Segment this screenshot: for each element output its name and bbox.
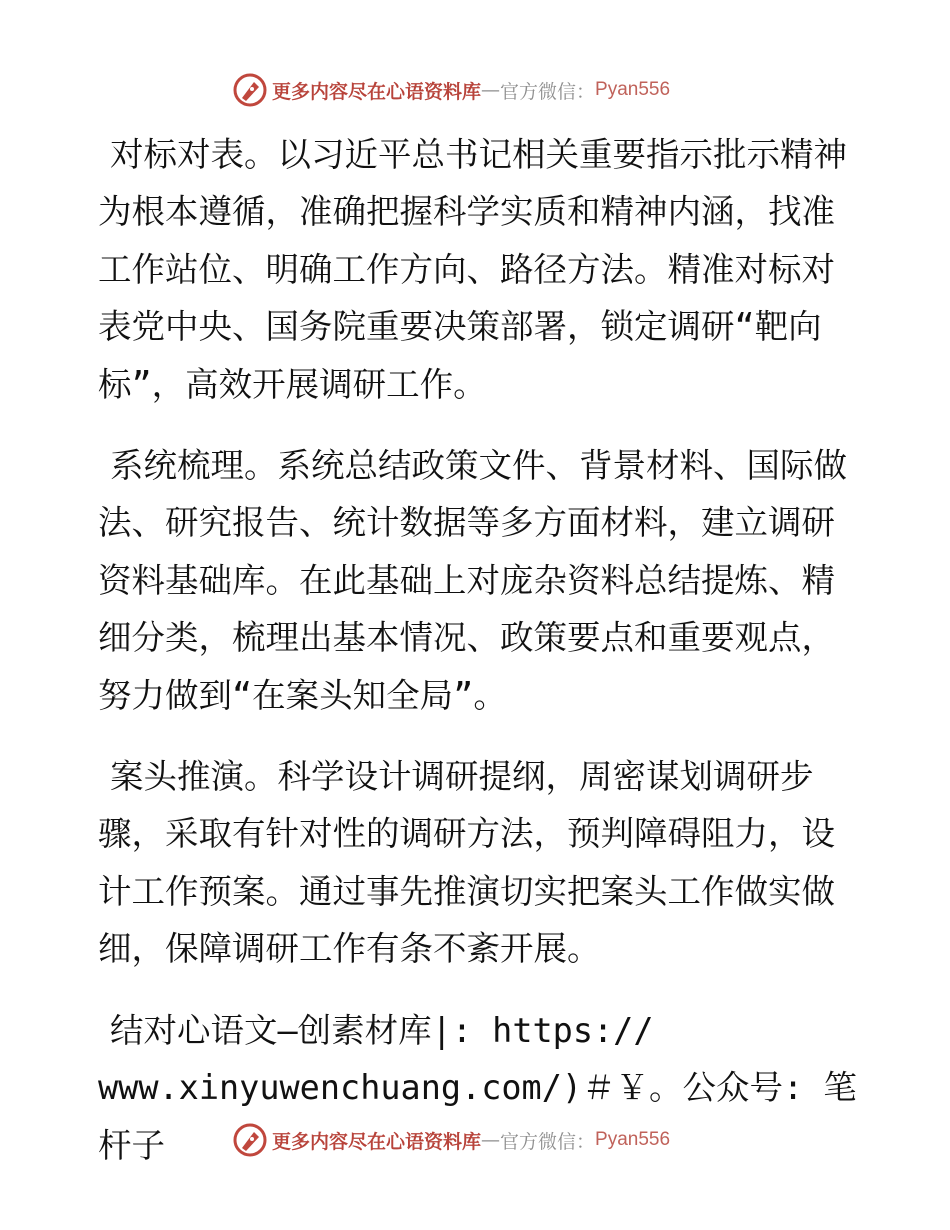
text-line: 精细分类，梳理出基本情况、政策要点和重要观 (98, 560, 835, 658)
footer-banner-main-text: 更多内容尽在心语资料库 (272, 1130, 482, 1153)
pen-nib-logo-icon (232, 1122, 268, 1158)
text-line: 结对心语文—创素材库|: https:// (110, 1010, 654, 1050)
text-line: 向标”，高效开展调研工作。 (98, 307, 822, 404)
text-line: 计工作预案。通过事先推演切实把案头工作做实做 (98, 871, 835, 911)
paragraph-benchmark (98, 126, 858, 413)
header-banner (232, 70, 670, 110)
text-line: 系统梳理。系统总结政策文件、背景材料、国际 (110, 446, 814, 486)
footer-banner-sub-text: 官方微信： (500, 1130, 596, 1153)
text-line: 做法、研究报告、统计数据等多方面材料，建立调 (98, 446, 847, 543)
header-banner-main-text: 更多内容尽在心语资料库 (272, 80, 482, 103)
document-body (98, 126, 858, 1174)
text-line: 对表党中央、国务院重要决策部署，锁定调研“靶 (98, 249, 835, 347)
text-line: 细，保障调研工作有条不紊开展。 (98, 929, 601, 969)
header-banner-separator: — (481, 79, 501, 101)
header-banner-wechat-id: Pyan556 (595, 79, 671, 100)
paragraph-systematic-review (98, 437, 858, 724)
text-line: 准工作站位、明确工作方向、路径方法。精准对标 (98, 192, 835, 289)
text-line: 研资料基础库。在此基础上对庞杂资料总结提炼、 (98, 503, 835, 600)
text-line: 对标对表。以习近平总书记相关重要指示批示精 (110, 135, 814, 174)
text-line: 神为根本遵循，准确把握科学实质和精神内涵，找 (98, 135, 847, 232)
footer-banner-wechat-id: Pyan556 (595, 1129, 671, 1150)
paragraph-desk-simulation (98, 748, 858, 978)
text-line: 案头推演。科学设计调研提纲，周密谋划调研步 (110, 757, 814, 797)
footer-banner (232, 1120, 670, 1160)
text-line: 骤，采取有针对性的调研方法，预判障碍阻力，设 (98, 814, 835, 854)
text-line: 点，努力做到“在案头知全局”。 (98, 618, 835, 715)
text-line: www.xinyuwenchuang.com/)＃￥。公众号: 笔杆子 (98, 1068, 857, 1165)
pen-nib-logo-icon (232, 72, 268, 108)
header-banner-sub-text: 官方微信： (500, 80, 596, 103)
footer-banner-separator: — (481, 1129, 501, 1151)
